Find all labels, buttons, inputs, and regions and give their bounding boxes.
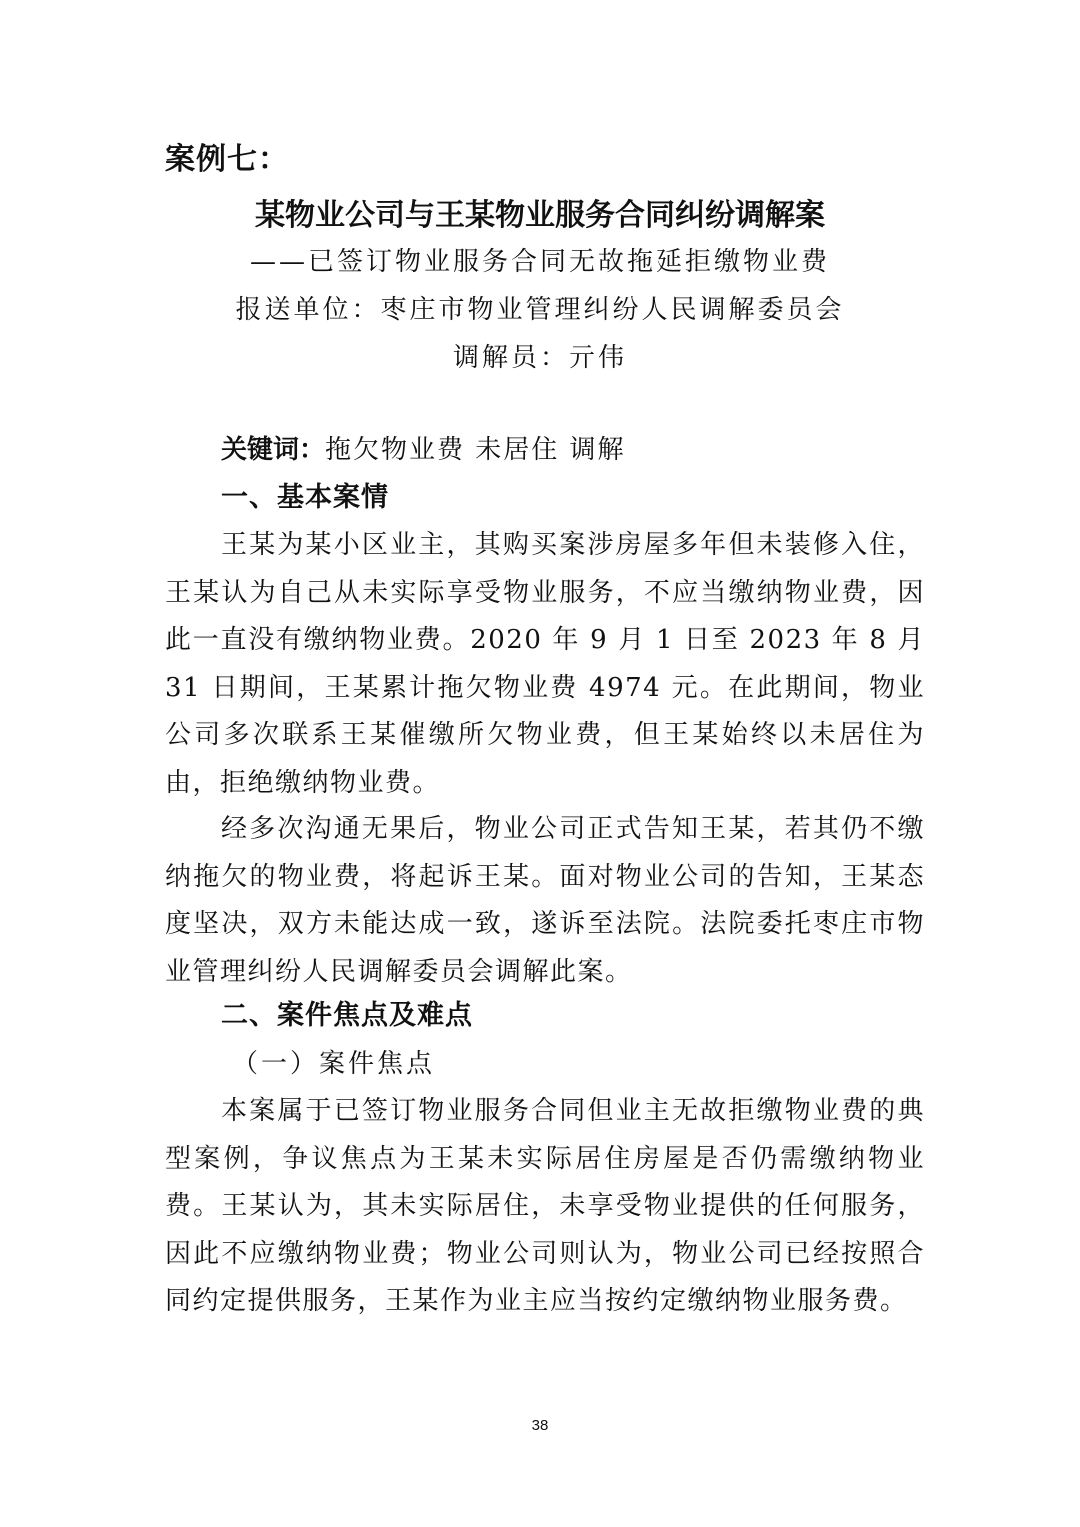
paragraph: 本案属于已签订物业服务合同但业主无故拒缴物业费的典型案例，争议焦点为王某未实际居住房屋是否仍需缴纳物业费。王某认为，其未实际居住，未享受物业提供的任何服务，因此不应缴纳物业费；物业公司则认为，物业公司已经按照合同约定提供服务，王某作为业主应当按约定缴纳物业服务费。	[165, 1096, 925, 1317]
case-label: 案例七：	[165, 142, 289, 177]
section-heading-focus-difficulty: 二、案件焦点及难点	[221, 1000, 473, 1031]
page-number: 38	[531, 1417, 549, 1434]
case-subtitle: ——已签订物业服务合同无故拖延拒缴物业费	[249, 247, 830, 277]
keywords-label: 关键词：	[221, 435, 326, 465]
keywords-text: 拖欠物业费 未居住 调解	[325, 435, 626, 465]
keywords-line	[221, 428, 626, 472]
section-heading-basic-facts: 一、基本案情	[221, 482, 389, 513]
subsection-heading-focus: （一）案件焦点	[232, 1049, 436, 1079]
reporting-unit: 报送单位：枣庄市物业管理纠纷人民调解委员会	[235, 295, 845, 325]
paragraph: 王某为某小区业主，其购买案涉房屋多年但未装修入住，王某认为自己从未实际享受物业服务，不应当缴纳物业费，因此一直没有缴纳物业费。2020 年 9 月 1 日至 2023 年 8 月 31 日期间，王某累计拖欠物业费 4974 元。在此期间，物业公司多次联系王某催缴所欠物业费，但王某始终以未居住为由，拒绝缴纳物业费。	[165, 530, 925, 798]
paragraph: 经多次沟通无果后，物业公司正式告知王某，若其仍不缴纳拖欠的物业费，将起诉王某。面对物业公司的告知，王某态度坚决，双方未能达成一致，遂诉至法院。法院委托枣庄市物业管理纠纷人民调解委员会调解此案。	[165, 814, 925, 987]
case-title: 某物业公司与王某物业服务合同纠纷调解案	[255, 198, 825, 233]
mediator-line: 调解员：亓伟	[452, 343, 627, 373]
